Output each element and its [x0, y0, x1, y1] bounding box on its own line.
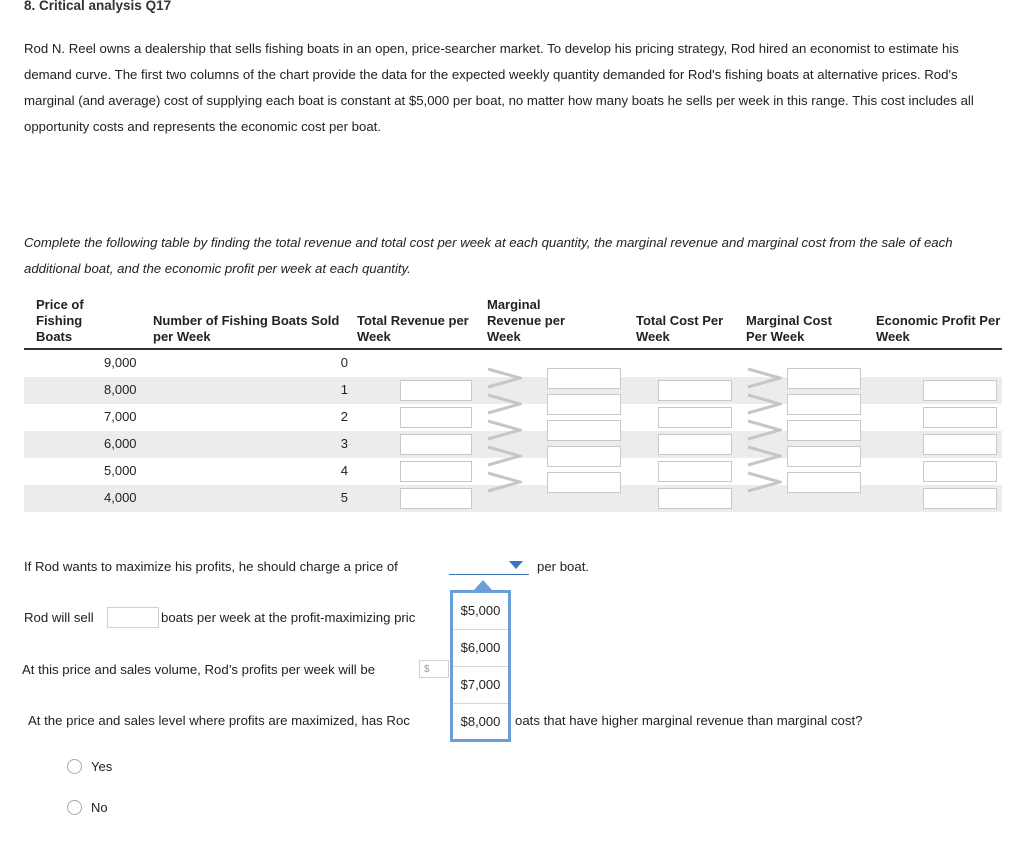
mr-bracket-icon: [486, 419, 522, 441]
price-question-text: If Rod wants to maximize his profits, he should charge a price of: [24, 559, 398, 574]
yes-label: Yes: [91, 759, 113, 774]
quantity-cell: 4: [340, 463, 348, 478]
marginal-cost-input[interactable]: [787, 446, 861, 467]
marginal-cost-input[interactable]: [787, 394, 861, 415]
quantity-cell: 1: [340, 382, 348, 397]
mr-bracket-icon: [486, 471, 522, 493]
question-title: 8. Critical analysis Q17: [24, 0, 172, 13]
yes-radio[interactable]: [67, 759, 82, 774]
total-revenue-input[interactable]: [400, 461, 472, 482]
price-dropdown-menu: [450, 590, 511, 742]
header-total-cost: Total Cost Per Week: [636, 313, 724, 344]
price-question-suffix: per boat.: [537, 559, 590, 574]
chevron-down-icon[interactable]: [509, 561, 523, 569]
revenue-cost-table: [24, 294, 1002, 516]
mr-bracket-icon: [486, 445, 522, 467]
mr-bracket-icon: [486, 367, 522, 389]
price-cell: 9,000: [104, 355, 137, 370]
price-cell: 4,000: [104, 490, 137, 505]
economic-profit-input[interactable]: [923, 407, 997, 428]
marginal-revenue-input[interactable]: [547, 472, 621, 493]
no-label: No: [91, 800, 108, 815]
sell-question-text: Rod will sell: [24, 610, 94, 625]
total-revenue-input[interactable]: [400, 434, 472, 455]
mr-mc-question-text: At the price and sales level where profits are maximized, has Roc: [28, 713, 410, 728]
total-revenue-input[interactable]: [400, 380, 472, 401]
sell-question-suffix: boats per week at the profit-maximizing pric: [161, 610, 416, 625]
marginal-revenue-input[interactable]: [547, 368, 621, 389]
economic-profit-input[interactable]: [923, 380, 997, 401]
quantity-cell: 2: [340, 409, 348, 424]
currency-symbol: $: [424, 664, 430, 675]
mc-bracket-icon: [746, 367, 782, 389]
marginal-revenue-input[interactable]: [547, 446, 621, 467]
economic-profit-input[interactable]: [923, 434, 997, 455]
mc-bracket-icon: [746, 419, 782, 441]
header-total-revenue: Total Revenue per Week: [357, 313, 469, 344]
quantity-cell: 5: [340, 490, 348, 505]
profit-question-text: At this price and sales volume, Rod’s profits per week will be: [22, 662, 376, 677]
total-cost-input[interactable]: [658, 407, 732, 428]
dropdown-option[interactable]: $7,000: [453, 667, 508, 704]
mr-mc-question-suffix: oats that have higher marginal revenue than marginal cost?: [515, 713, 863, 728]
mc-bracket-icon: [746, 445, 782, 467]
mc-bracket-icon: [746, 471, 782, 493]
marginal-cost-input[interactable]: [787, 420, 861, 441]
quantity-cell: 0: [340, 355, 348, 370]
header-marginal-cost: Marginal Cost Per Week: [746, 313, 832, 344]
dropdown-option[interactable]: $8,000: [460, 714, 501, 729]
price-cell: 7,000: [104, 409, 137, 424]
quantity-cell: 3: [340, 436, 348, 451]
dropdown-option[interactable]: $5,000: [453, 593, 508, 630]
profit-input[interactable]: [419, 660, 449, 678]
boats-sold-input[interactable]: [107, 607, 159, 628]
header-quantity: Number of Fishing Boats Sold per Week: [153, 313, 340, 344]
header-price: Price of Fishing Boats: [36, 297, 84, 344]
marginal-cost-input[interactable]: [787, 472, 861, 493]
instruction-paragraph: Complete the following table by finding the total revenue and total cost per week at each quantity, the marginal revenue and marginal cost from the sale of each additional boat, and the economic profit per week at each quantity.: [24, 235, 953, 276]
price-cell: 6,000: [104, 436, 137, 451]
price-dropdown[interactable]: [449, 556, 529, 575]
marginal-cost-input[interactable]: [787, 368, 861, 389]
total-cost-input[interactable]: [658, 488, 732, 509]
dropdown-caret: [474, 580, 492, 590]
price-cell: 5,000: [104, 463, 137, 478]
total-cost-input[interactable]: [658, 380, 732, 401]
no-radio[interactable]: [67, 800, 82, 815]
total-revenue-input[interactable]: [400, 407, 472, 428]
header-marginal-revenue: Marginal Revenue per Week: [487, 297, 566, 344]
header-economic-profit: Economic Profit Per Week: [876, 313, 1001, 344]
marginal-revenue-input[interactable]: [547, 394, 621, 415]
total-cost-input[interactable]: [658, 461, 732, 482]
intro-paragraph: Rod N. Reel owns a dealership that sells fishing boats in an open, price-searcher market. To develop his pricing strategy, Rod hired an economist to estimate his demand curve. The first two columns of the chart provide the data for the expected weekly quantity demanded for Rod's fishing boats at alternative prices. Rod's marginal (and average) cost of supplying each boat is constant at $5,000 per boat, no matter how many boats he sells per week in this range. This cost includes all opportunity costs and represents the economic cost per boat.: [24, 41, 974, 134]
economic-profit-input[interactable]: [923, 461, 997, 482]
economic-profit-input[interactable]: [923, 488, 997, 509]
marginal-revenue-input[interactable]: [547, 420, 621, 441]
mr-bracket-icon: [486, 393, 522, 415]
dropdown-option[interactable]: $6,000: [453, 630, 508, 667]
mc-bracket-icon: [746, 393, 782, 415]
price-cell: 8,000: [104, 382, 137, 397]
total-cost-input[interactable]: [658, 434, 732, 455]
total-revenue-input[interactable]: [400, 488, 472, 509]
